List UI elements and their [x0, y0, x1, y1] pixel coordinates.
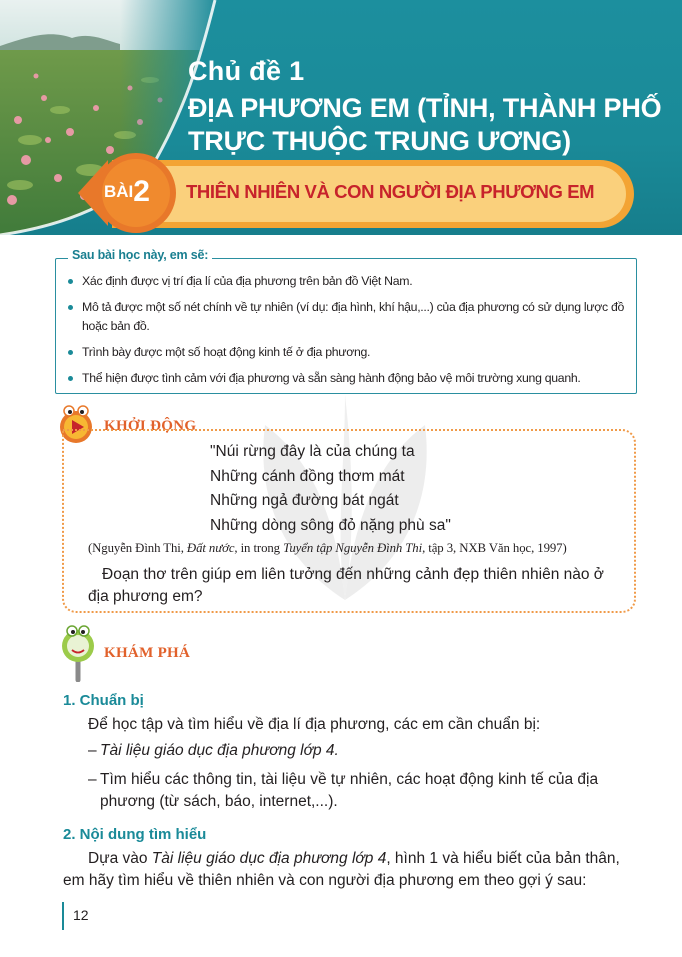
topic-title-line-2: TRỰC THUỘC TRUNG ƯƠNG) — [188, 126, 571, 156]
section-2-heading: 2. Nội dung tìm hiểu — [63, 826, 207, 843]
poem-line: Những dòng sông đỏ nặng phù sa" — [210, 516, 451, 534]
poem — [210, 440, 451, 538]
objective-item: Xác định được vị trí địa lí của địa phương trên bản đồ Việt Nam. — [62, 272, 628, 291]
poem-line: Những cánh đồng thơm mát — [210, 467, 405, 485]
lesson-number: 2 — [133, 175, 150, 208]
topic-title — [188, 92, 668, 158]
citation-publisher: , tập 3, NXB Văn học, 1997) — [422, 541, 567, 555]
objective-item: Trình bày được một số hoạt động kinh tế ở địa phương. — [62, 343, 628, 362]
objectives-list — [62, 272, 628, 395]
warmup-question — [88, 564, 628, 608]
objectives-heading: Sau bài học này, em sẽ: — [68, 248, 212, 262]
section-2-text-pre: Dựa vào — [88, 850, 152, 867]
warmup-question-text: Đoạn thơ trên giúp em liên tưởng đến những cảnh đẹp thiên nhiên nào ở địa phương em? — [88, 566, 604, 605]
poem-line: "Núi rừng đây là của chúng ta — [210, 443, 415, 460]
topic-label: Chủ đề 1 — [188, 56, 305, 86]
section-1-item-text: Tài liệu giáo dục địa phương lớp 4. — [100, 742, 339, 759]
section-2-paragraph — [63, 848, 638, 892]
section-1-intro: Để học tập và tìm hiểu về địa lí địa phương, các em cần chuẩn bị: — [88, 716, 541, 733]
poem-line: Những ngả đường bát ngát — [210, 492, 399, 510]
citation-book: Tuyển tập Nguyễn Đình Thi — [283, 541, 423, 555]
section-2-text-italic: Tài liệu giáo dục địa phương lớp 4 — [151, 850, 387, 867]
section-1-item — [88, 740, 633, 762]
dash-bullet: – — [88, 742, 97, 759]
dash-bullet: – — [88, 771, 97, 788]
section-1-item-text: Tìm hiểu các thông tin, tài liệu về tự nhiên, các hoạt động kinh tế của địa phương (từ sách, báo, internet,...). — [100, 771, 599, 810]
lesson-word: BÀI — [104, 182, 134, 201]
section-2-text-post: , hình 1 và hiểu biết của bản thân, em hãy tìm hiểu về thiên nhiên và con người địa phương em theo gợi ý sau: — [63, 850, 620, 889]
objective-item: Thể hiện được tình cảm với địa phương và sẵn sàng hành động bảo vệ môi trường xung quanh. — [62, 369, 628, 388]
objective-item: Mô tả được một số nét chính về tự nhiên (ví dụ: địa hình, khí hậu,...) của địa phương có sử dụng lược đồ hoặc bản đồ. — [62, 298, 628, 336]
magnifier-mascot-icon — [58, 624, 98, 682]
page-number: 12 — [73, 907, 89, 923]
explore-title: KHÁM PHÁ — [104, 645, 191, 661]
page-number-bar — [62, 902, 64, 930]
citation-connector: , in trong — [234, 541, 284, 555]
citation-author: (Nguyễn Đình Thi, — [88, 541, 187, 555]
section-1-item — [88, 769, 633, 813]
lesson-badge — [104, 175, 150, 209]
warmup-title: KHỞI ĐỘNG — [104, 418, 197, 434]
citation-work: Đất nước — [186, 541, 235, 555]
topic-title-line-1: ĐỊA PHƯƠNG EM (TỈNH, THÀNH PHỐ — [188, 93, 662, 123]
section-1-heading: 1. Chuẩn bị — [63, 692, 144, 709]
lesson-title: THIÊN NHIÊN VÀ CON NGƯỜI ĐỊA PHƯƠNG EM — [186, 181, 595, 202]
poem-citation — [88, 541, 567, 556]
